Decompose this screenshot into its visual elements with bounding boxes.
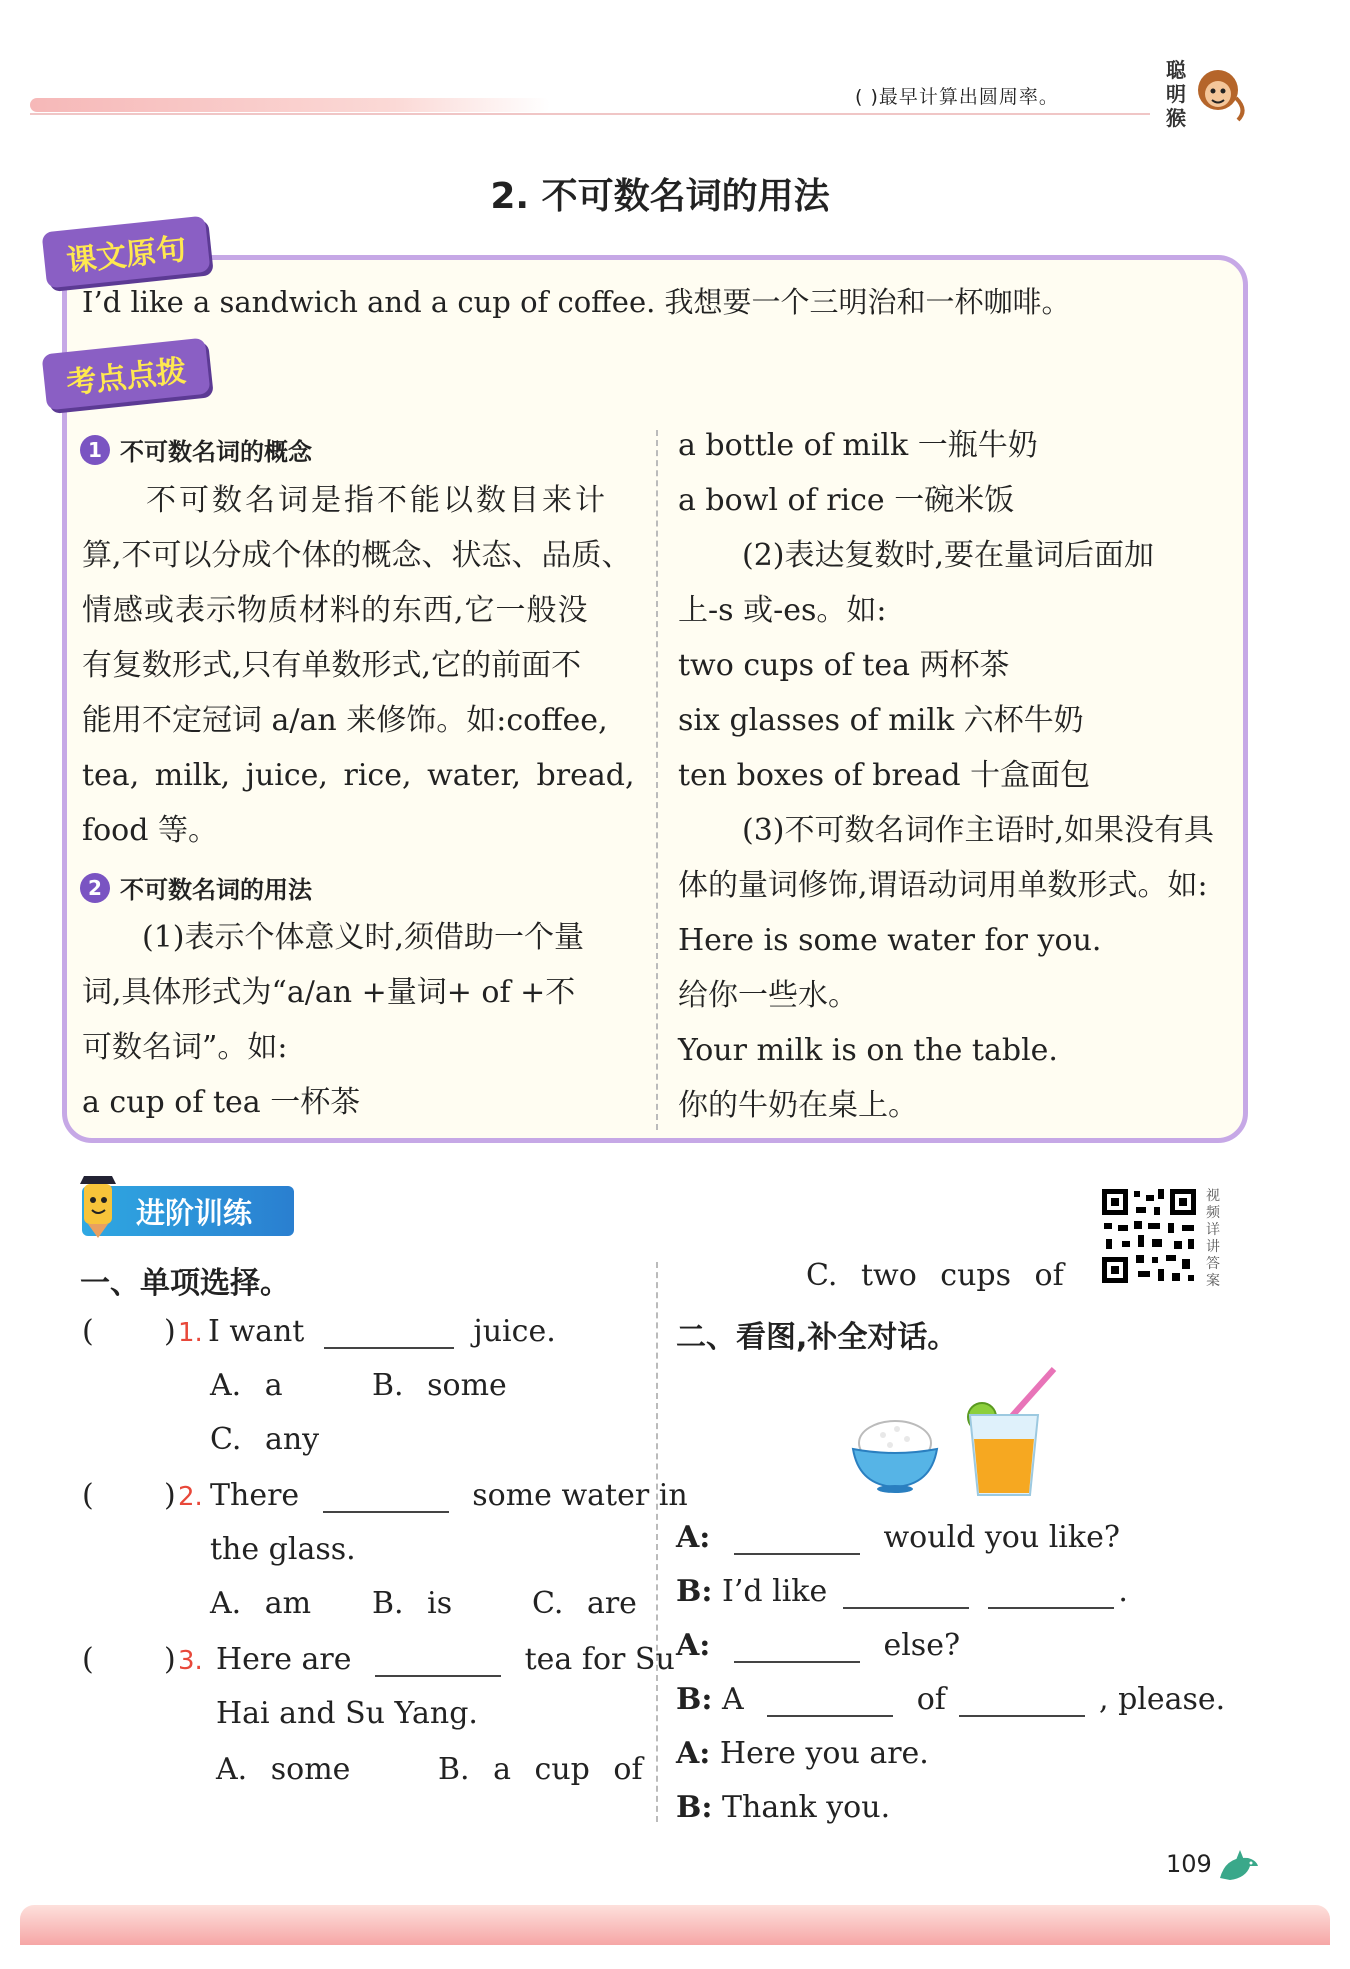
dialogue-text: Here you are.	[719, 1736, 929, 1771]
q3-option-a[interactable]: A. some	[216, 1752, 351, 1787]
q2-stem-post: some water in	[472, 1478, 688, 1513]
q1-paren-close: )	[164, 1314, 176, 1349]
q3-answer-blank[interactable]	[100, 1640, 160, 1676]
right-line: a bowl of rice 一碗米饭	[678, 483, 1015, 518]
dialogue-line-4	[676, 1682, 1225, 1717]
speaker-a: A:	[676, 1628, 711, 1663]
q2-stem-cont: the glass.	[210, 1532, 356, 1567]
point-2-heading	[80, 870, 312, 905]
q1-option-a[interactable]: A. a	[210, 1368, 283, 1403]
speaker-a: A:	[676, 1736, 711, 1771]
q1-option-b[interactable]: B. some	[372, 1368, 507, 1403]
concept-line: 有复数形式,只有单数形式,它的前面不	[82, 648, 582, 683]
usage-line: a cup of tea 一杯茶	[82, 1085, 361, 1120]
q2-stem-pre: There	[210, 1478, 300, 1513]
dialogue-text: A	[721, 1682, 744, 1717]
q2-option-b[interactable]: B. is	[372, 1586, 453, 1621]
right-line: a bottle of milk 一瓶牛奶	[678, 428, 1038, 463]
concept-line: food 等。	[82, 813, 218, 848]
right-line: 体的量词修饰,谓语动词用单数形式。如:	[678, 868, 1208, 903]
dialogue-line-1	[676, 1520, 1120, 1555]
q3-blank[interactable]	[375, 1645, 501, 1677]
speaker-b: B:	[676, 1574, 713, 1609]
dialogue-blank-6[interactable]	[959, 1685, 1085, 1717]
page-title: 2. 不可数名词的用法	[490, 176, 830, 217]
speaker-b: B:	[676, 1790, 713, 1825]
page-number: 109	[1166, 1850, 1212, 1878]
q2-option-c[interactable]: C. are	[532, 1586, 637, 1621]
q2-answer-blank[interactable]	[100, 1476, 160, 1512]
right-line: (3)不可数名词作主语时,如果没有具	[742, 813, 1215, 848]
dialogue-blank-1[interactable]	[734, 1523, 860, 1555]
dialogue-text: , please.	[1099, 1682, 1226, 1717]
right-line: 你的牛奶在桌上。	[678, 1088, 918, 1123]
dialogue-text: would you like?	[883, 1520, 1120, 1555]
exercise-2-heading: 二、看图,补全对话。	[676, 1320, 958, 1355]
dialogue-line-6	[676, 1790, 890, 1825]
right-line: six glasses of milk 六杯牛奶	[678, 703, 1084, 738]
right-line: (2)表达复数时,要在量词后面加	[742, 538, 1155, 573]
q3-paren-close: )	[164, 1642, 176, 1677]
q3-stem-post: tea for Su	[524, 1642, 675, 1677]
concept-text	[82, 473, 642, 858]
point-1-heading	[80, 432, 312, 467]
column-divider	[656, 430, 658, 1130]
speaker-b: B:	[676, 1682, 713, 1717]
point-1-title: 不可数名词的概念	[120, 438, 312, 466]
usage-line: 可数名词”。如:	[82, 1030, 288, 1065]
dialogue-blank-3[interactable]	[988, 1577, 1114, 1609]
original-sentence-badge: 课文原句	[42, 216, 211, 289]
right-line: two cups of tea 两杯茶	[678, 648, 1010, 683]
usage-text	[82, 910, 642, 1130]
header-text: ( )最早计算出圆周率。	[855, 86, 1059, 108]
qr-code[interactable]	[1098, 1185, 1200, 1287]
q1-blank[interactable]	[324, 1317, 454, 1349]
q2-option-a[interactable]: A. am	[210, 1586, 312, 1621]
q1-answer-blank[interactable]	[100, 1312, 160, 1348]
right-column-text	[678, 418, 1238, 1133]
q3-option-b[interactable]: B. a cup of	[438, 1752, 643, 1787]
q3-paren-open: (	[82, 1642, 94, 1677]
concept-line: tea, milk, juice, rice, water, bread,	[82, 758, 635, 793]
rice-bowl-image	[845, 1405, 945, 1495]
concept-line: 情感或表示物质材料的东西,它一般没	[82, 593, 589, 628]
q3-stem-pre: Here are	[216, 1642, 352, 1677]
dialogue-blank-4[interactable]	[734, 1631, 860, 1663]
qr-caption: 视频详讲答案	[1206, 1188, 1220, 1289]
footer-band	[20, 1905, 1330, 1945]
concept-line: 不可数名词是指不能以数目来计	[146, 483, 608, 518]
dialogue-blank-5[interactable]	[767, 1685, 893, 1717]
usage-line: (1)表示个体意义时,须借助一个量	[142, 920, 585, 955]
brand-text: 聪明猴	[1166, 58, 1186, 130]
point-2-number: 2	[80, 873, 110, 903]
q2-stem	[210, 1478, 688, 1513]
juice-glass-image	[962, 1365, 1062, 1500]
dialogue-line-2: B: I’d like .	[676, 1574, 1128, 1609]
exercise-1-heading: 一、单项选择。	[80, 1266, 290, 1301]
point-1-number: 1	[80, 435, 110, 465]
dialogue-text: Thank you.	[721, 1790, 891, 1825]
point-2-title: 不可数名词的用法	[120, 876, 312, 904]
header-rule	[30, 113, 1150, 115]
right-line: ten boxes of bread 十盒面包	[678, 758, 1091, 793]
dolphin-icon	[1216, 1848, 1260, 1888]
q2-blank[interactable]	[323, 1481, 449, 1513]
q1-stem-post: juice.	[473, 1314, 556, 1349]
right-line: Here is some water for you.	[678, 923, 1102, 958]
q1-paren-open: (	[82, 1314, 94, 1349]
q3-stem	[216, 1642, 675, 1677]
original-sentence: I’d like a sandwich and a cup of coffee. 我想要一个三明治和一杯咖啡。	[82, 285, 1071, 319]
q2-paren-open: (	[82, 1478, 94, 1513]
right-line: 上-s 或-es。如:	[678, 593, 887, 628]
q3-number: 3.	[178, 1646, 203, 1676]
dialogue-line-3	[676, 1628, 960, 1663]
right-line: 给你一些水。	[678, 978, 858, 1013]
q3-stem-cont: Hai and Su Yang.	[216, 1696, 478, 1731]
q1-option-c[interactable]: C. any	[210, 1422, 320, 1457]
dialogue-blank-2[interactable]	[843, 1577, 969, 1609]
q1-stem	[208, 1314, 556, 1349]
dialogue-line-5	[676, 1736, 929, 1771]
dialogue-text: else?	[883, 1628, 961, 1663]
q1-number: 1.	[178, 1318, 203, 1348]
header-band	[30, 98, 550, 112]
usage-line: 词,具体形式为“a/an +量词+ of +不	[82, 975, 576, 1010]
concept-line: 能用不定冠词 a/an 来修饰。如:coffee,	[82, 703, 608, 738]
speaker-a: A:	[676, 1520, 711, 1555]
right-line: Your milk is on the table.	[678, 1033, 1058, 1068]
exercise-divider	[656, 1262, 658, 1822]
q2-paren-close: )	[164, 1478, 176, 1513]
q3-option-c[interactable]: C. two cups of	[806, 1258, 1064, 1293]
q2-number: 2.	[178, 1482, 203, 1512]
q1-stem-pre: I want	[208, 1314, 305, 1349]
tips-badge: 考点点拨	[42, 338, 211, 411]
concept-line: 算,不可以分成个体的概念、状态、品质、	[82, 538, 632, 573]
training-badge: 进阶训练	[82, 1186, 294, 1236]
dialogue-text: I’d like	[721, 1574, 828, 1609]
pencil-character-icon	[76, 1176, 120, 1238]
dialogue-text: of	[916, 1682, 946, 1717]
